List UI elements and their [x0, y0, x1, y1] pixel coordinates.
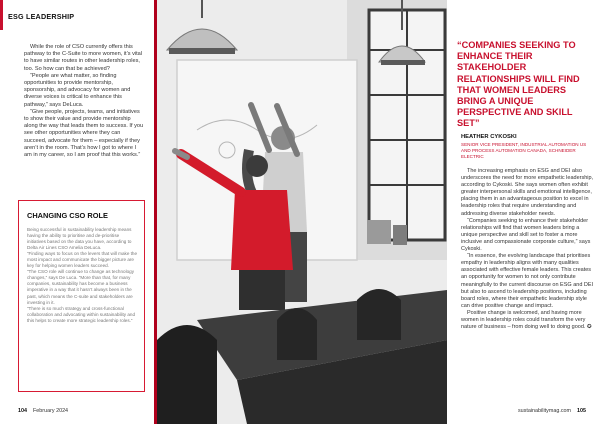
office-scene-illustration [157, 0, 447, 424]
feature-photo [157, 0, 447, 424]
section-tag: ESG LEADERSHIP [8, 12, 75, 21]
sidebar-paragraph: “Finding ways to focus on the levers that will make the most impact and communicate the bigger picture are key for helping women leaders succeed. [27, 251, 138, 269]
sidebar-box [18, 200, 145, 392]
right-paragraph: Positive change is welcomed, and having more women in leadership roles could transform the very nature of business – from doing well to doing good. ✪ [461, 309, 592, 331]
right-paragraph: The increasing emphasis on ESG and DEI also underscores the need for more empathetic leadership, according to Cykoski. She says women often exhibit greater interpersonal skills and emotional intelligence, placing them in an advantageous position to excel in leadership roles that require understanding and addressing diverse stakeholder needs. [461, 168, 594, 217]
page-number-right: 105 [577, 408, 586, 414]
right-body-text [461, 168, 595, 331]
quote-attribution-role: SENIOR VICE PRESIDENT, INDUSTRIAL AUTOMATION US AND PROCESS AUTOMATION CANADA, SCHNEIDER ELECTRIC [461, 142, 587, 159]
sidebar-text [27, 227, 139, 324]
right-paragraph: “Companies seeking to enhance their stakeholder relationships will find that women leaders bring a unique perspective and skill set to foster a more inclusive and compassionate corporate culture,” says Cykoski. [461, 217, 591, 253]
right-paragraph: “In essence, the evolving landscape that prioritises empathy in leadership aligns with many qualities associated with effective female leaders. This creates an opportunity for women to not only contribute meaningfully to the current discourse on ESG and DEI but also to ascend to leadership positions, including board roles, where their empathetic leadership style can drive positive change and impact. [461, 253, 594, 309]
pull-quote: “COMPANIES SEEKING TO ENHANCE THEIR STAKEHOLDER RELATIONSHIPS WILL FIND THAT WOMEN LEADERS BRING A UNIQUE PERSPECTIVE AND SKILL SET” [457, 40, 580, 129]
left-paragraph: “Give people, projects, teams, and initiatives to show their value and provide mentorship along the way that leads them to success. If you see other opportunities where they can succeed, advocate for them – especially if they aren’t in the room. That’s how I got to where I am in my career, so I am proof that this works.” [24, 108, 144, 159]
left-paragraph: While the role of CSO currently offers this pathway to the C-Suite to more women, it’s vital to have similar routes in other leadership roles, too. So how can that be achieved? [24, 44, 143, 72]
sidebar-paragraph: “The CSO role will continue to change as technology changes,” says De Luca. “More than that, for many companies, sustainability has become a business imperative in a way that it hasn’t always been in the past, which means the C-suite and stakeholders are investing in it. [27, 269, 134, 305]
website-url: sustainabilitymag.com [517, 408, 571, 414]
quote-attribution-name: HEATHER CYKOSKI [461, 134, 517, 140]
sidebar-title: CHANGING CSO ROLE [27, 211, 108, 220]
left-page [0, 0, 155, 424]
left-paragraph: “People are what matter, so finding opportunities to provide mentorship, sponsorship, and advocacy for women and diverse voices is critical to enhance this pathway,” says DeLuca. [24, 72, 131, 108]
right-folio [518, 408, 586, 414]
sidebar-paragraph: Being successful in sustainability leadership means having the ability to prioritise and de-prioritise initiatives based on the data you have, according to Delta Air Lines CSO Amelia DeLuca. [27, 227, 132, 251]
page-number-left: 104 [18, 408, 27, 414]
sidebar-paragraph: “There is so much strategy and cross-functional collaboration and advocating within sustainability and this helps to create more strategic leadership roles.” [27, 305, 136, 323]
right-page [447, 0, 600, 424]
left-folio [18, 408, 68, 414]
issue-date: February 2024 [33, 408, 69, 414]
left-body-text [24, 44, 144, 159]
